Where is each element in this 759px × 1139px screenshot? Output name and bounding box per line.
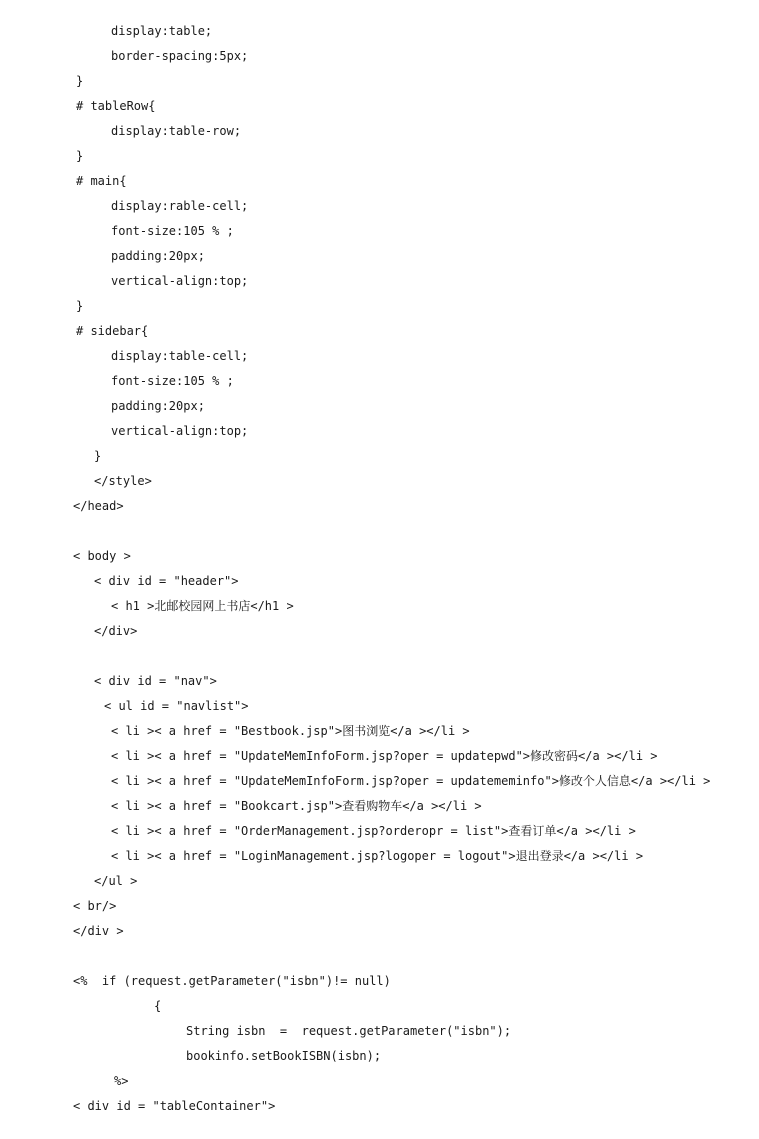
- code-line: < li >< a href = "UpdateMemInfoForm.jsp?oper = updatememinfo">修改个人信息</a ></li >: [111, 774, 711, 788]
- code-line: {: [154, 999, 162, 1013]
- code-line: </ul >: [94, 874, 138, 888]
- code-line: vertical-align:top;: [111, 424, 249, 438]
- code-line: vertical-align:top;: [111, 274, 249, 288]
- code-line: border-spacing:5px;: [111, 49, 249, 63]
- code-line: < div id = "nav">: [94, 674, 217, 688]
- code-line: < li >< a href = "UpdateMemInfoForm.jsp?oper = updatepwd">修改密码</a ></li >: [111, 749, 658, 763]
- code-line: </div >: [73, 924, 124, 938]
- code-line: < h1 >北邮校园网上书店</h1 >: [111, 599, 294, 613]
- code-line: padding:20px;: [111, 399, 205, 413]
- code-line: # tableRow{: [76, 99, 156, 113]
- code-line: < br/>: [73, 899, 117, 913]
- code-line: display:table-cell;: [111, 349, 249, 363]
- code-line: }: [94, 449, 102, 463]
- code-line: String isbn = request.getParameter("isbn");: [186, 1024, 512, 1038]
- code-line: < div id = "tableContainer">: [73, 1099, 276, 1113]
- code-line: font-size:105 % ;: [111, 374, 234, 388]
- code-line: <% if (request.getParameter("isbn")!= null): [73, 974, 391, 988]
- code-line: </div>: [94, 624, 138, 638]
- code-line: < li >< a href = "LoginManagement.jsp?logoper = logout">退出登录</a ></li >: [111, 849, 644, 863]
- code-line: # sidebar{: [76, 324, 149, 338]
- code-line: # main{: [76, 174, 127, 188]
- code-line: < li >< a href = "Bestbook.jsp">图书浏览</a ></li >: [111, 724, 470, 738]
- code-line: }: [76, 299, 84, 313]
- code-line: display:rable-cell;: [111, 199, 249, 213]
- code-line: font-size:105 % ;: [111, 224, 234, 238]
- code-line: }: [76, 149, 84, 163]
- code-line: %>: [114, 1074, 129, 1088]
- code-line: < body >: [73, 549, 131, 563]
- code-line: padding:20px;: [111, 249, 205, 263]
- code-line: < ul id = "navlist">: [104, 699, 249, 713]
- code-line: </head>: [73, 499, 124, 513]
- code-line: < li >< a href = "Bookcart.jsp">查看购物车</a ></li >: [111, 799, 482, 813]
- code-line: </style>: [94, 474, 152, 488]
- code-line: }: [76, 74, 84, 88]
- code-line: display:table;: [111, 24, 213, 38]
- code-line: < div id = "header">: [94, 574, 239, 588]
- code-line: < li >< a href = "OrderManagement.jsp?orderopr = list">查看订单</a ></li >: [111, 824, 636, 838]
- code-line: bookinfo.setBookISBN(isbn);: [186, 1049, 382, 1063]
- code-line: display:table-row;: [111, 124, 242, 138]
